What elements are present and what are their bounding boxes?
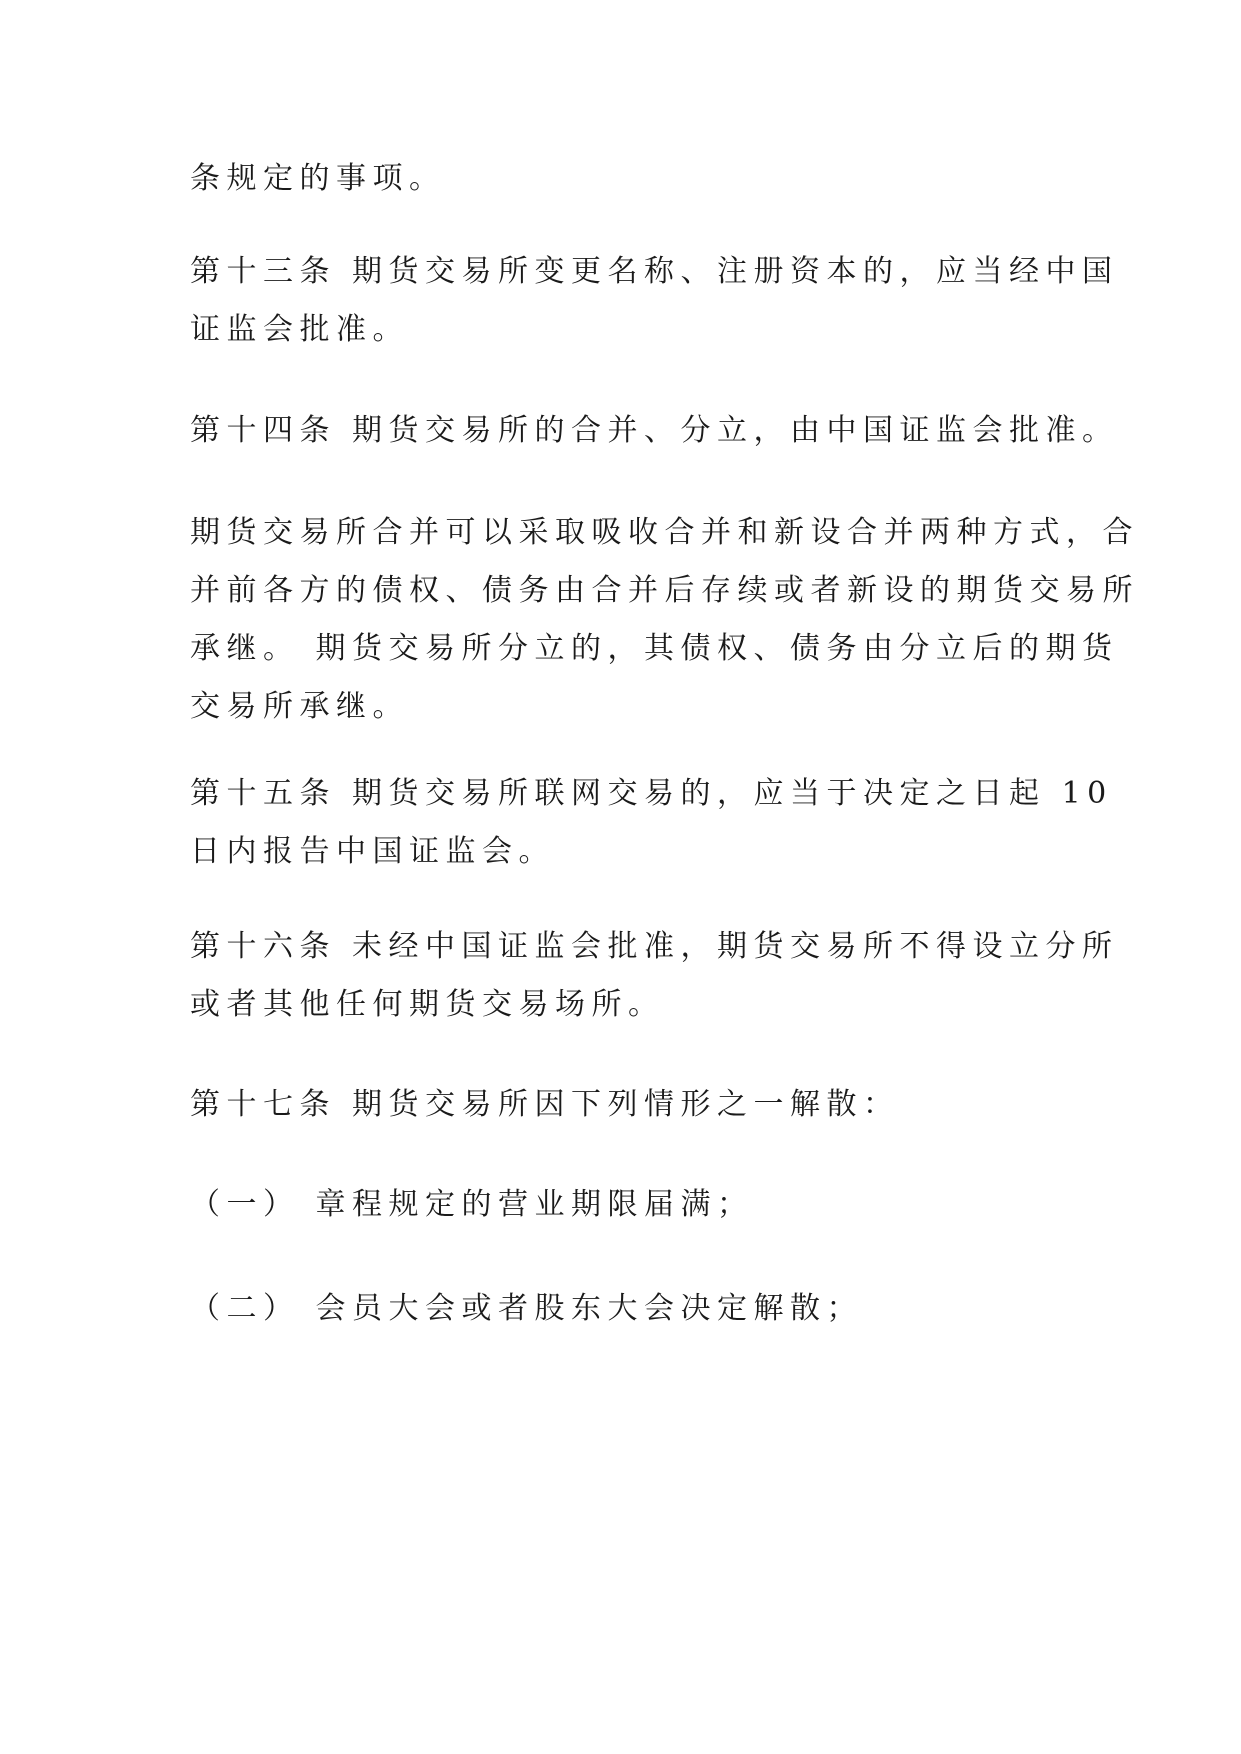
text-line: 第十四条 期货交易所的合并、分立，由中国证监会批准。 xyxy=(190,413,1119,448)
article-14 xyxy=(190,402,1119,460)
text-line: 或者其他任何期货交易场所。 xyxy=(190,987,665,1022)
article-17-item-1 xyxy=(190,1176,1060,1234)
paragraph-continuation xyxy=(190,150,1060,208)
text-line: 期货交易所合并可以采取吸收合并和新设合并两种方式，合 xyxy=(190,515,1139,550)
article-16 xyxy=(190,918,1119,1034)
article-14-merger-paragraph xyxy=(190,504,1139,736)
text-line: 交易所承继。 xyxy=(190,689,409,724)
text-line: （二） 会员大会或者股东大会决定解散； xyxy=(190,1291,864,1326)
text-line: 条规定的事项。 xyxy=(190,161,446,196)
text-line: 证监会批准。 xyxy=(190,312,409,347)
article-15 xyxy=(190,765,1113,881)
text-line: 第十六条 未经中国证监会批准，期货交易所不得设立分所 xyxy=(190,929,1119,964)
text-line: 日内报告中国证监会。 xyxy=(190,834,555,869)
text-line: 第十七条 期货交易所因下列情形之一解散： xyxy=(190,1087,900,1122)
article-17 xyxy=(190,1076,1060,1134)
text-line: （一） 章程规定的营业期限届满； xyxy=(190,1187,754,1222)
text-line: 并前各方的债权、债务由合并后存续或者新设的期货交易所 xyxy=(190,573,1139,608)
text-line: 第十五条 期货交易所联网交易的，应当于决定之日起 10 xyxy=(190,776,1113,811)
article-17-item-2 xyxy=(190,1280,1060,1338)
article-13 xyxy=(190,243,1119,359)
text-line: 承继。 期货交易所分立的，其债权、债务由分立后的期货 xyxy=(190,631,1119,666)
text-line: 第十三条 期货交易所变更名称、注册资本的，应当经中国 xyxy=(190,254,1119,289)
